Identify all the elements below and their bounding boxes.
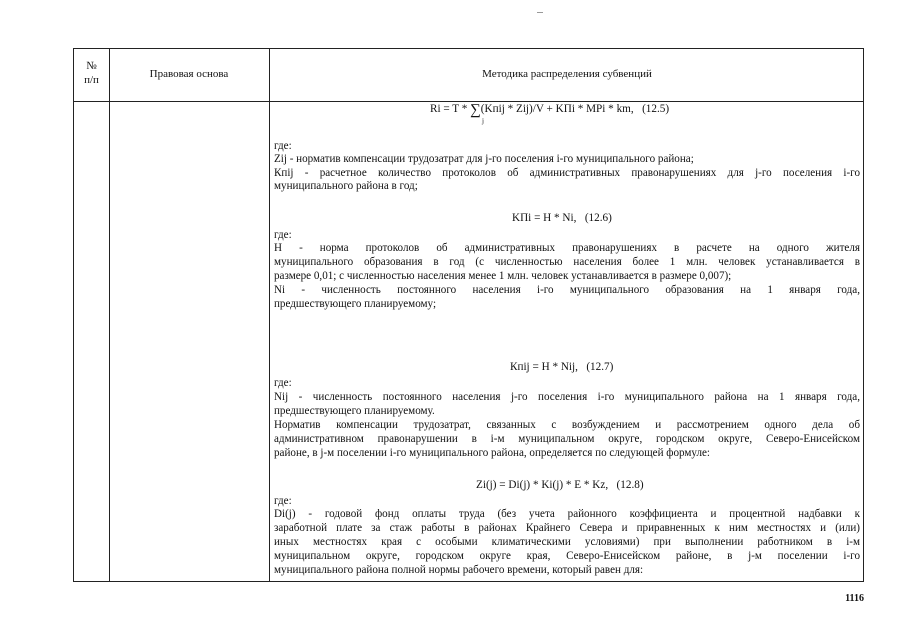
text-line: Zij - норматив компенсации трудозатрат для j-го поселения i-го муниципального района; [274,153,694,165]
text-line: H - норма протоколов об административных правонарушениях в расчете на одного жителя [274,242,860,254]
formula-12-5-right: (Kпij * Zij)/V + KПi * MPi * km, [480,103,634,115]
text-line: где: [274,140,292,152]
text-line: муниципального района полной нормы рабочего времени, который равен для: [274,564,644,576]
formula-12-8-text: Zi(j) = Di(j) * Ki(j) * E * Kz, [476,479,609,491]
text-line: заработной плате за стаж работы в районах Крайнего Севера и приравненных к ним местностях и (или) [274,522,860,534]
text-line: иных местностях края с особыми климатическими условиями) при выполнении работником в i-м [274,536,860,548]
scan-speck [537,12,543,13]
text-line: Nij - численность постоянного населения j-го поселения i-го муниципального района на 1 января года, [274,391,860,403]
formula-12-7 [510,361,613,373]
header-num [74,59,109,87]
text-line: размере 0,01; с численностью населения менее 1 млн. человек устанавливается в размере 0,007); [274,270,732,282]
sum-subscript: j [482,117,484,125]
text-line: районе, в j-м поселении i-го муниципального района, определяется по следующей формуле: [274,447,711,459]
text-line: административном правонарушении в i-м муниципальном округе, городском округе, Северо-Енисейском [274,433,860,445]
formula-12-8 [476,479,644,491]
text-line: Ni - численность постоянного населения i-го муниципального образования на 1 января года, [274,284,860,296]
formula-12-5-left: Ri = T * [430,103,468,115]
header-methodology: Методика распределения субвенций [482,68,652,80]
text-line: муниципальном округе, городском округе края, Северо-Енисейском районе, в j-м поселении i-го [274,550,860,562]
text-line: где: [274,495,292,507]
text-line: муниципального образования в год (с численностью населения более 1 млн. человек устанавливается в [274,256,860,268]
text-line: Di(j) - годовой фонд оплаты труда (без учета районного коэффициента и процентной надбавки к [274,508,860,520]
column-divider-1 [109,49,110,581]
header-legal-basis: Правовая основа [149,68,229,80]
header-num-line2: п/п [84,74,99,86]
formula-12-6 [512,212,612,224]
formula-12-5-number: (12.5) [642,103,670,115]
text-line: Кпij - расчетное количество протоколов об административных правонарушениях для j-го поселения i-го [274,167,860,179]
text-line: муниципального района в год; [274,180,418,192]
text-line: Норматив компенсации трудозатрат, связанных с возбуждением и рассмотрением одного дела об [274,419,860,431]
page-number: 1116 [845,593,864,604]
formula-12-7-number: (12.7) [586,361,614,373]
text-line: где: [274,377,292,389]
formula-12-7-text: Кпij = H * Nij, [510,361,578,373]
text-line: где: [274,229,292,241]
column-divider-2 [269,49,270,581]
formula-12-6-number: (12.6) [584,212,612,224]
text-line: предшествующего планируемому. [274,405,435,417]
text-line: предшествующего планируемому; [274,298,437,310]
sum-symbol: ∑ [470,102,481,118]
header-num-line1: № [86,60,97,72]
formula-12-5 [430,100,670,125]
formula-12-8-number: (12.8) [616,479,644,491]
formula-12-6-text: KПi = H * Ni, [512,212,577,224]
